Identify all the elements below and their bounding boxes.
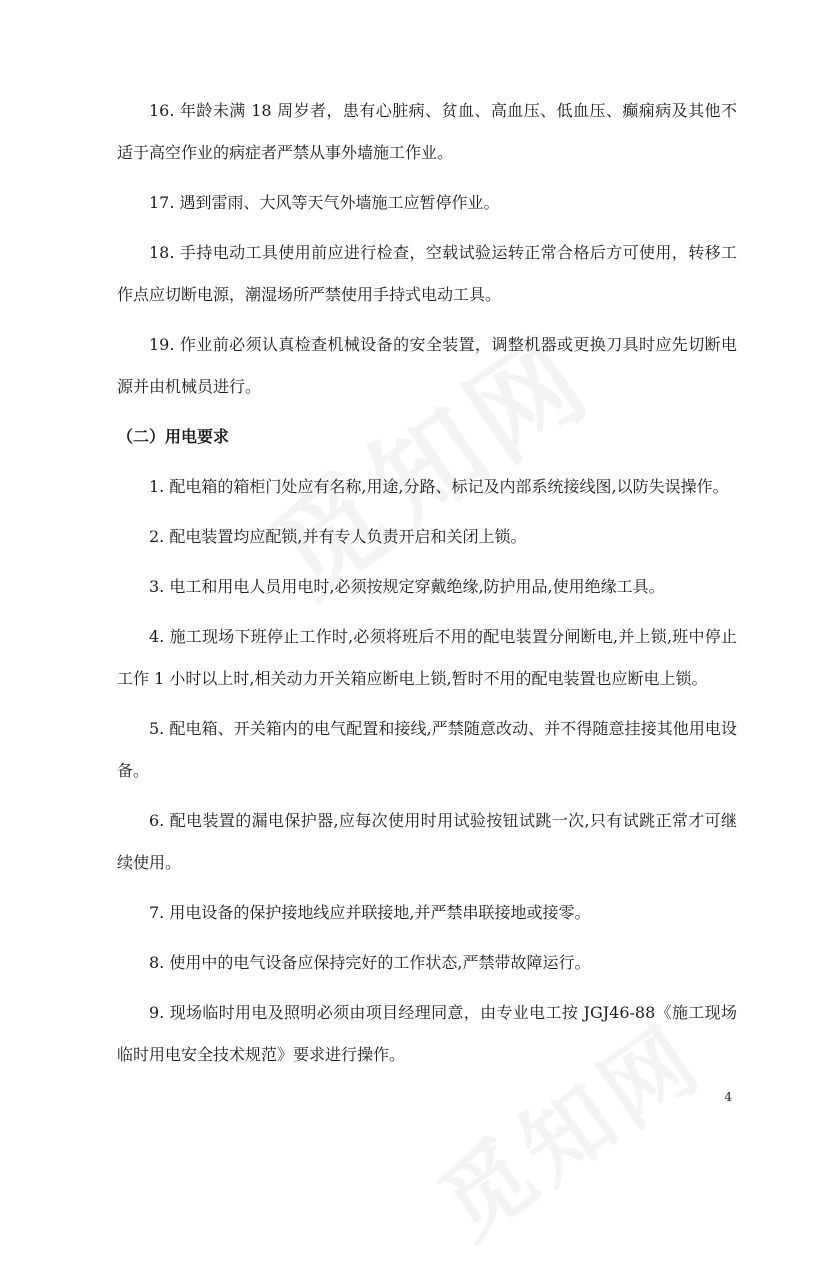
paragraph-17: 17. 遇到雷雨、大风等天气外墙施工应暂停作业。 — [149, 193, 500, 212]
paragraph-18: 18. 手持电动工具使用前应进行检查，空载试验运转正常合格后方可使用，转移工作点应切断电源，潮湿场所严禁使用手持式电动工具。 — [117, 243, 737, 304]
list-item: 7. 用电设备的保护接地线应并联接地,并严禁串联接地或接零。 — [149, 903, 591, 922]
list-item: 2. 配电装置均应配锁,并有专人负责开启和关闭上锁。 — [149, 527, 527, 546]
paragraph-19: 19. 作业前必须认真检查机械设备的安全装置，调整机器或更换刀具时应先切断电源并由机械员进行。 — [117, 335, 737, 396]
list-item: 9. 现场临时用电及照明必须由项目经理同意，由专业电工按 JGJ46-88《施工现场临时用电安全技术规范》要求进行操作。 — [117, 1003, 737, 1064]
list-item: 1. 配电箱的箱柜门处应有名称,用途,分路、标记及内部系统接线图,以防失误操作。 — [149, 477, 729, 496]
section-heading: （二）用电要求 — [117, 427, 230, 446]
list-item: 3. 电工和用电人员用电时,必须按规定穿戴绝缘,防护用品,使用绝缘工具。 — [149, 577, 665, 596]
list-item: 8. 使用中的电气设备应保持完好的工作状态,严禁带故障运行。 — [149, 953, 591, 972]
list-item: 6. 配电装置的漏电保护器,应每次使用时用试验按钮试跳一次,只有试跳正常才可继续使用。 — [117, 811, 737, 872]
document-body — [117, 90, 737, 1076]
list-item: 5. 配电箱、开关箱内的电气配置和接线,严禁随意改动、并不得随意挂接其他用电设备。 — [117, 719, 737, 780]
list-item: 4. 施工现场下班停止工作时,必须将班后不用的配电装置分闸断电,并上锁,班中停止工作 1 小时以上时,相关动力开关箱应断电上锁,暂时不用的配电装置也应断电上锁。 — [117, 627, 737, 688]
page-number: 4 — [724, 1090, 732, 1104]
paragraph-16: 16. 年龄未满 18 周岁者，患有心脏病、贫血、高血压、低血压、癫痫病及其他不适于高空作业的病症者严禁从事外墙施工作业。 — [117, 101, 737, 162]
